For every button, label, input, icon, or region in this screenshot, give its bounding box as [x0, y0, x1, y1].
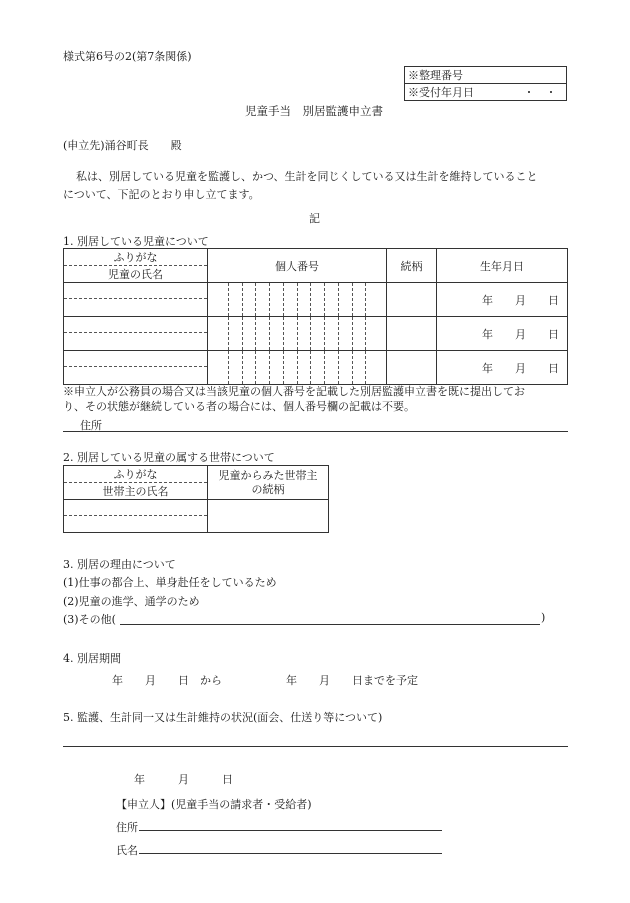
- birthdate-input[interactable]: 年 月 日: [437, 317, 568, 351]
- reason-option-2[interactable]: (2)児童の進学、通学のため: [63, 595, 200, 608]
- applicant-label: 【申立人】(児童手当の請求者・受給者): [116, 798, 312, 811]
- applicant-name-label: 氏名: [116, 844, 138, 857]
- document-title: 児童手当 別居監護申立書: [245, 104, 383, 118]
- child-name-input[interactable]: [64, 299, 208, 317]
- mynumber-header: 個人番号: [208, 249, 387, 283]
- intro-text-line1: 私は、別居している児童を監護し、かつ、生計を同じくしている又は生計を維持していること: [76, 170, 538, 183]
- relation-input[interactable]: [387, 351, 437, 385]
- head-name-input[interactable]: [64, 516, 208, 533]
- mynumber-note-line2: り、その状態が継続している者の場合には、個人番号欄の記載は不要。: [63, 400, 415, 413]
- mynumber-input[interactable]: [208, 283, 387, 317]
- applicant-name-line[interactable]: [139, 853, 442, 854]
- child-address-label: 住所: [80, 419, 102, 432]
- head-relation-header: 児童からみた世帯主 の続柄: [208, 466, 329, 500]
- form-number: 様式第6号の2(第7条関係): [63, 50, 192, 63]
- reason-other-line[interactable]: [120, 624, 540, 625]
- ki-heading: 記: [309, 212, 320, 225]
- relation-header: 続柄: [387, 249, 437, 283]
- mynumber-note-line1: ※申立人が公務員の場合又は当該児童の個人番号を記載した別居監護申立書を既に提出してお: [63, 385, 525, 398]
- section1-heading: 1. 別居している児童について: [63, 235, 209, 248]
- head-name-header: 世帯主の氏名: [64, 483, 208, 500]
- child-name-input[interactable]: [64, 367, 208, 385]
- reason-option-3[interactable]: (3)その他(: [63, 613, 116, 626]
- period-end[interactable]: 年 月 日までを予定: [286, 674, 418, 687]
- head-furigana-input[interactable]: [64, 500, 208, 516]
- office-use-box: [404, 66, 567, 101]
- relation-input[interactable]: [387, 317, 437, 351]
- signature-date[interactable]: 年 月 日: [134, 773, 233, 786]
- intro-text-line2: について、下記のとおり申し立てます。: [63, 188, 260, 201]
- applicant-address-label: 住所: [116, 821, 138, 834]
- child-furigana-input[interactable]: [64, 283, 208, 299]
- received-date-cell: ※受付年月日 ・ ・: [405, 84, 567, 101]
- addressee: (申立先)涌谷町長 殿: [63, 139, 182, 152]
- status-line[interactable]: [63, 746, 568, 747]
- section2-heading: 2. 別居している児童の属する世帯について: [63, 451, 275, 464]
- relation-input[interactable]: [387, 283, 437, 317]
- furigana-header: ふりがな: [64, 249, 208, 266]
- child-name-input[interactable]: [64, 333, 208, 351]
- section3-heading: 3. 別居の理由について: [63, 558, 176, 571]
- child-name-header: 児童の氏名: [64, 266, 208, 283]
- household-table: [63, 465, 329, 533]
- section5-heading: 5. 監護、生計同一又は生計維持の状況(面会、仕送り等について): [63, 711, 383, 724]
- mynumber-input[interactable]: [208, 351, 387, 385]
- applicant-address-line[interactable]: [139, 830, 442, 831]
- birthdate-input[interactable]: 年 月 日: [437, 351, 568, 385]
- section4-heading: 4. 別居期間: [63, 652, 121, 665]
- head-relation-input[interactable]: [208, 500, 329, 533]
- child-address-line[interactable]: [63, 431, 568, 432]
- reason-option-1[interactable]: (1)仕事の都合上、単身赴任をしているため: [63, 576, 277, 589]
- mynumber-input[interactable]: [208, 317, 387, 351]
- birthdate-header: 生年月日: [437, 249, 568, 283]
- child-furigana-input[interactable]: [64, 317, 208, 333]
- reason-other-close: ): [541, 611, 546, 624]
- period-start[interactable]: 年 月 日 から: [112, 674, 222, 687]
- reference-number-cell: ※整理番号: [405, 67, 567, 84]
- birthdate-input[interactable]: 年 月 日: [437, 283, 568, 317]
- children-table: [63, 248, 568, 385]
- head-furigana-header: ふりがな: [64, 466, 208, 483]
- child-furigana-input[interactable]: [64, 351, 208, 367]
